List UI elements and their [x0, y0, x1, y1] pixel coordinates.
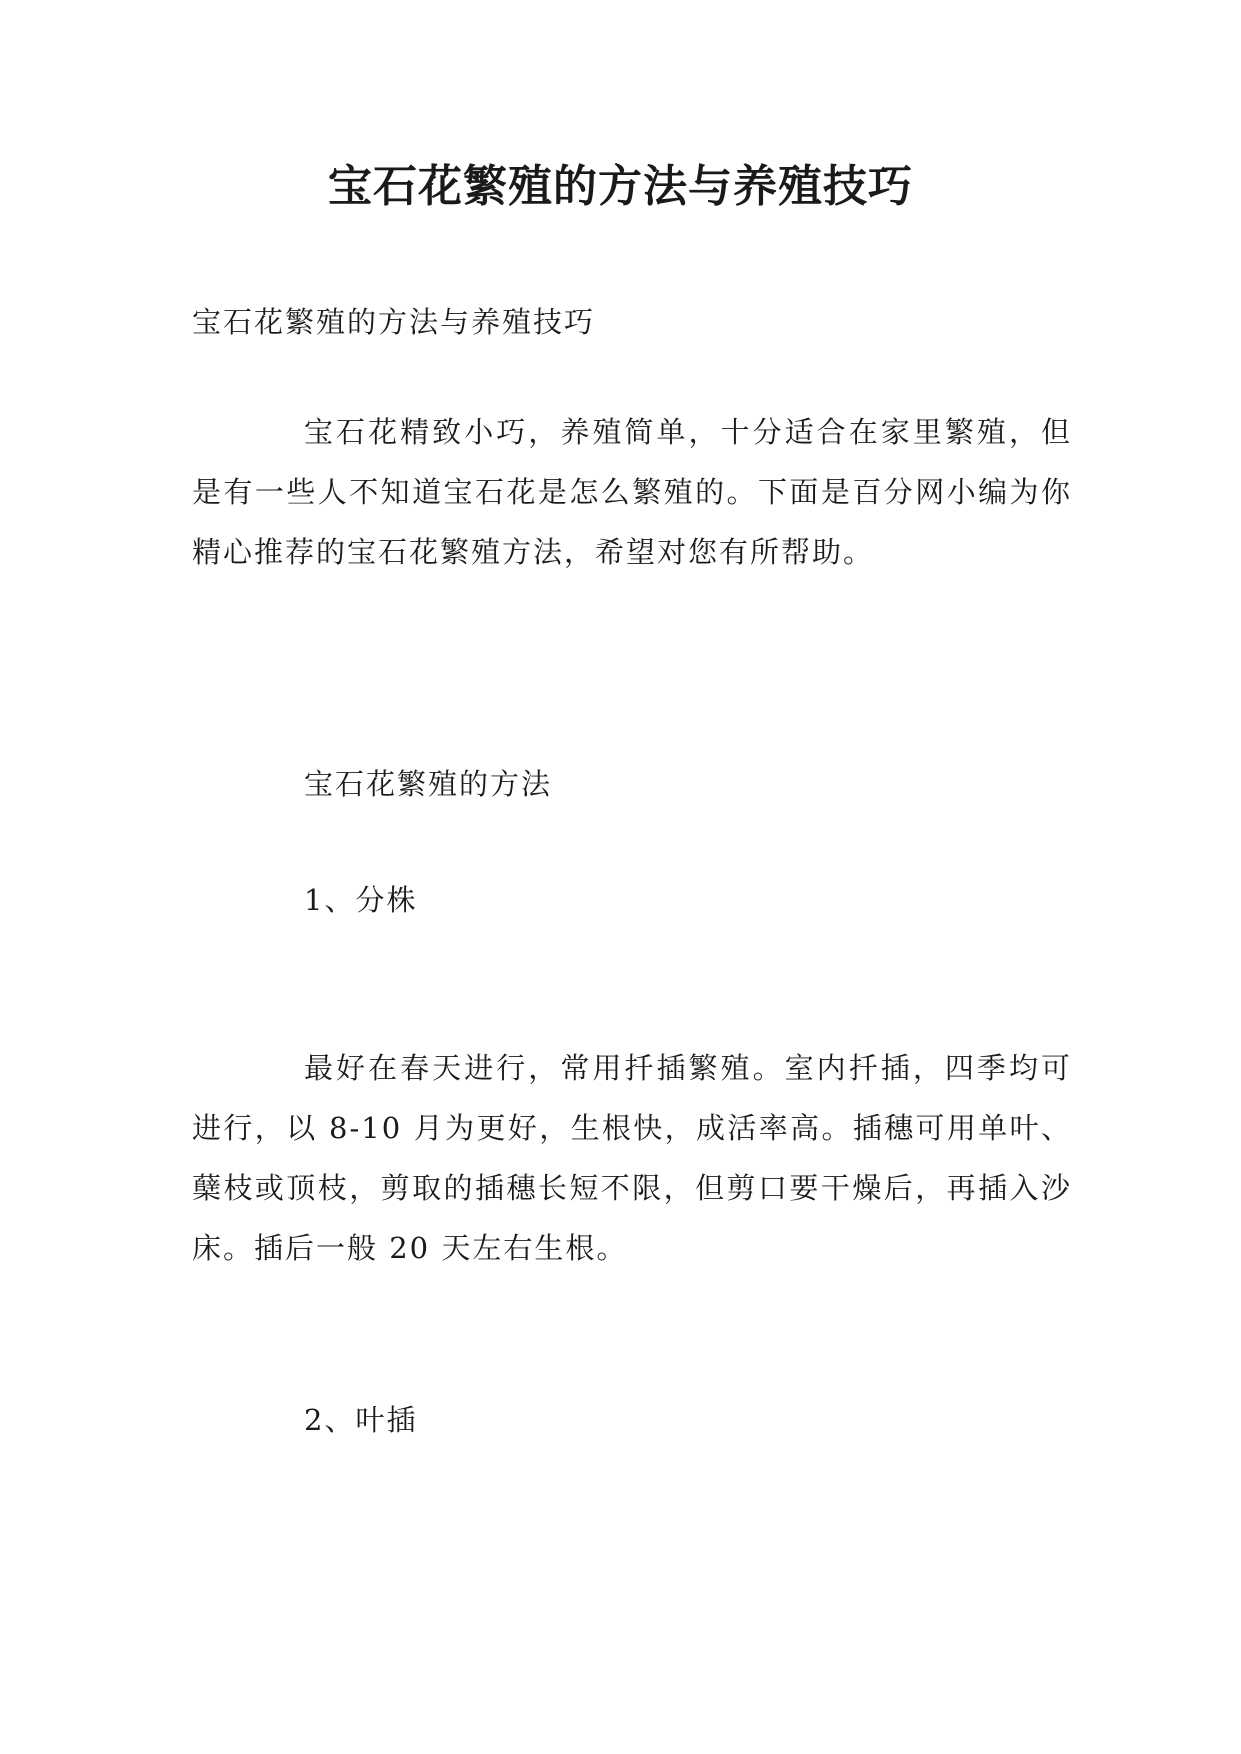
item-body-1: 最好在春天进行，常用扦插繁殖。室内扦插，四季均可进行，以 8-10 月为更好，生根快，成活率高。插穗可用单叶、蘖枝或顶枝，剪取的插穗长短不限，但剪口要干燥后，再插入沙床。插后一般 20 天左右生根。 [192, 1051, 1072, 1265]
document-subtitle: 宝石花繁殖的方法与养殖技巧 [192, 305, 596, 339]
item-heading-2: 2、叶插 [304, 1403, 418, 1437]
document-title: 宝石花繁殖的方法与养殖技巧 [328, 161, 913, 212]
section-heading: 宝石花繁殖的方法 [304, 767, 553, 801]
intro-paragraph: 宝石花精致小巧，养殖简单，十分适合在家里繁殖，但是有一些人不知道宝石花是怎么繁殖的。下面是百分网小编为你精心推荐的宝石花繁殖方法，希望对您有所帮助。 [192, 415, 1072, 569]
item-heading-1: 1、分株 [304, 883, 418, 917]
